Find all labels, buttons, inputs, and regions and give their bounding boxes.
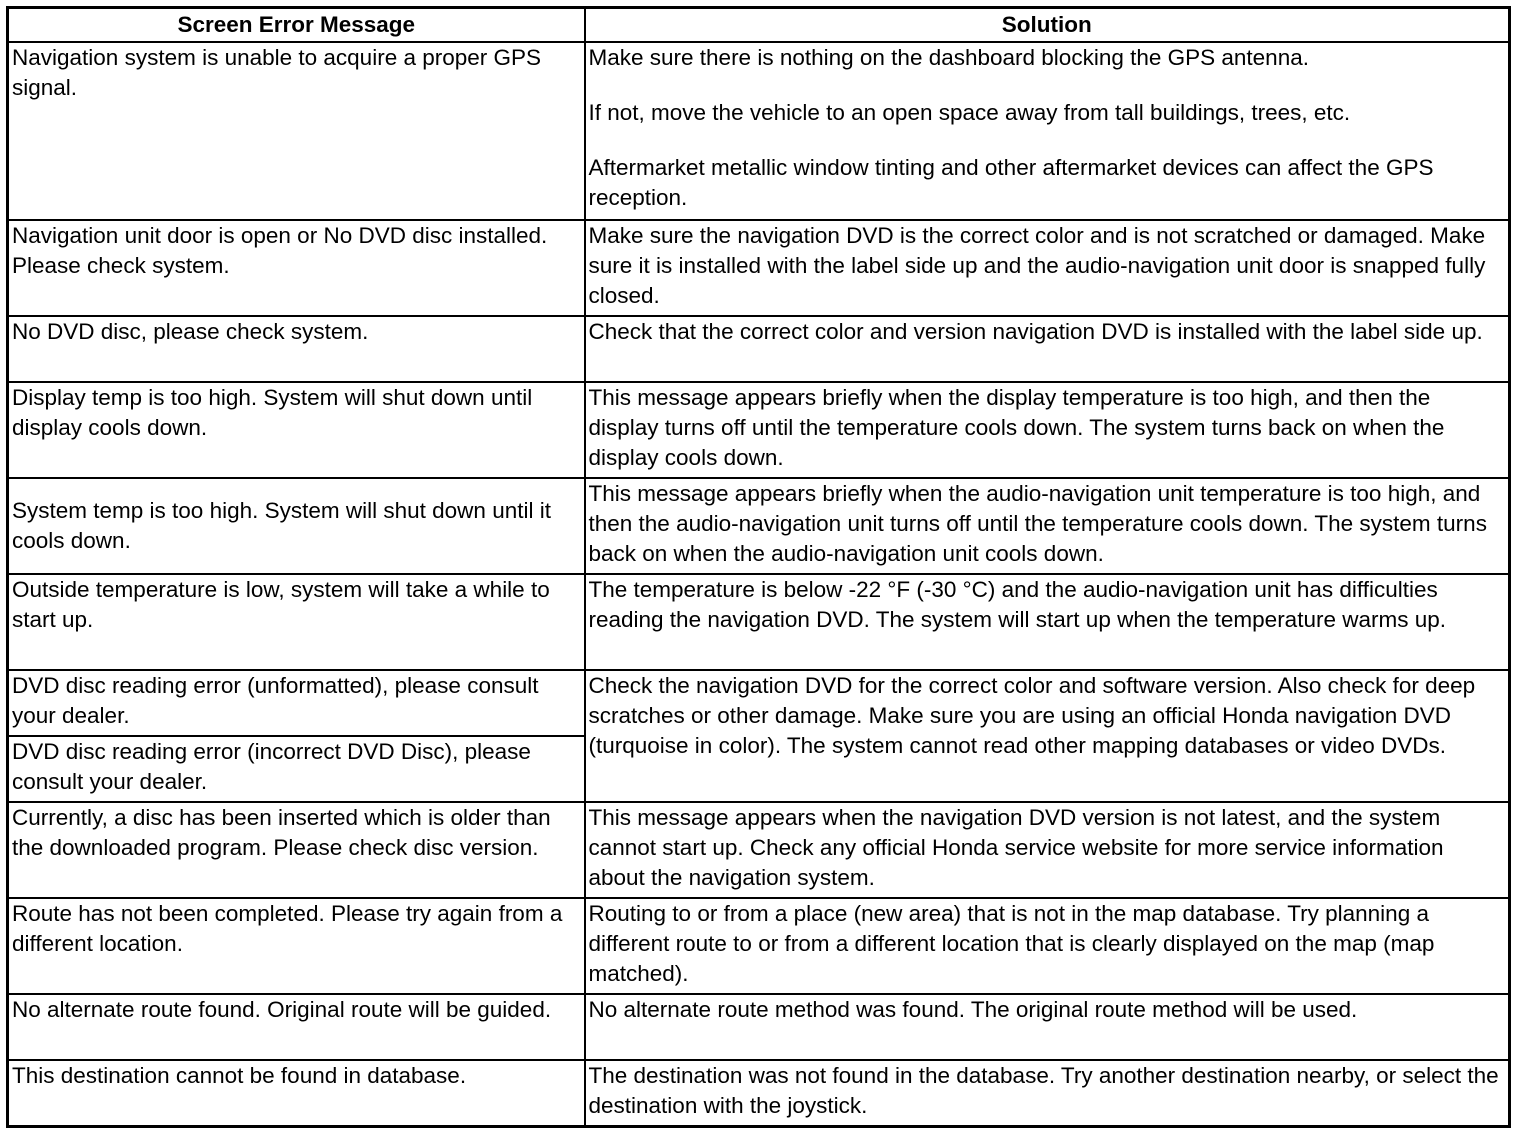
error-message-cell: This destination cannot be found in database. bbox=[8, 1060, 585, 1126]
solution-paragraph: No alternate route method was found. The original route method will be used. bbox=[588, 997, 1358, 1022]
table-row bbox=[8, 574, 1510, 670]
solution-paragraph: Make sure the navigation DVD is the correct color and is not scratched or damaged. Make sure it is installed with the label side up and the audio-navigation unit door is snapped fully closed. bbox=[588, 223, 1486, 308]
table-row bbox=[8, 670, 1510, 736]
error-message-cell: System temp is too high. System will shut down until it cools down. bbox=[8, 478, 585, 574]
table-row bbox=[8, 478, 1510, 574]
solution-cell bbox=[585, 994, 1510, 1060]
solution-paragraph: Check that the correct color and version navigation DVD is installed with the label side up. bbox=[588, 319, 1483, 344]
solution-paragraph: If not, move the vehicle to an open space away from tall buildings, trees, etc. bbox=[588, 100, 1351, 125]
table-row bbox=[8, 898, 1510, 994]
error-message-cell: DVD disc reading error (unformatted), please consult your dealer. bbox=[8, 670, 585, 736]
solution-paragraph: This message appears briefly when the audio-navigation unit temperature is too high, and then the audio-navigation unit turns off until the temperature cools down. The system turns back on when the audio-navigation unit cools down. bbox=[588, 481, 1487, 566]
error-message-cell: Currently, a disc has been inserted which is older than the downloaded program. Please check disc version. bbox=[8, 802, 585, 898]
solution-paragraph: Check the navigation DVD for the correct color and software version. Also check for deep scratches or other damage. Make sure you are using an official Honda navigation DVD (turquoise in color). The system cannot read other mapping databases or video DVDs. bbox=[588, 673, 1476, 758]
table-row bbox=[8, 316, 1510, 382]
solution-paragraph: The temperature is below -22 °F (-30 °C) and the audio-navigation unit has difficulties reading the navigation DVD. The system will start up when the temperature warms up. bbox=[588, 577, 1446, 632]
solution-cell bbox=[585, 316, 1510, 382]
solution-paragraph: The destination was not found in the database. Try another destination nearby, or select the destination with the joystick. bbox=[588, 1063, 1499, 1118]
solution-paragraph: Aftermarket metallic window tinting and other aftermarket devices can affect the GPS reception. bbox=[588, 155, 1434, 210]
solution-paragraph: This message appears briefly when the display temperature is too high, and then the display turns off until the temperature cools down. The system turns back on when the display cools down. bbox=[588, 385, 1445, 470]
solution-cell bbox=[585, 670, 1510, 802]
table-row bbox=[8, 220, 1510, 316]
solution-paragraph: Routing to or from a place (new area) that is not in the map database. Try planning a different route to or from a different location that is clearly displayed on the map (map matched). bbox=[588, 901, 1435, 986]
table-header-row bbox=[8, 8, 1510, 43]
error-message-cell: No alternate route found. Original route will be guided. bbox=[8, 994, 585, 1060]
solution-cell bbox=[585, 574, 1510, 670]
table-row bbox=[8, 1060, 1510, 1126]
solution-cell bbox=[585, 1060, 1510, 1126]
error-message-cell: No DVD disc, please check system. bbox=[8, 316, 585, 382]
solution-cell bbox=[585, 42, 1510, 220]
table-row bbox=[8, 382, 1510, 478]
header-screen-error-message: Screen Error Message bbox=[8, 8, 585, 43]
header-solution: Solution bbox=[585, 8, 1510, 43]
error-message-table bbox=[6, 6, 1511, 1128]
error-message-cell: Display temp is too high. System will shut down until display cools down. bbox=[8, 382, 585, 478]
error-message-cell: Navigation system is unable to acquire a proper GPS signal. bbox=[8, 42, 585, 220]
error-message-cell: Route has not been completed. Please try again from a different location. bbox=[8, 898, 585, 994]
error-message-cell: Navigation unit door is open or No DVD disc installed. Please check system. bbox=[8, 220, 585, 316]
solution-cell bbox=[585, 382, 1510, 478]
error-message-cell: DVD disc reading error (incorrect DVD Disc), please consult your dealer. bbox=[8, 736, 585, 802]
error-message-cell: Outside temperature is low, system will take a while to start up. bbox=[8, 574, 585, 670]
table-row bbox=[8, 994, 1510, 1060]
solution-paragraph: This message appears when the navigation DVD version is not latest, and the system cannot start up. Check any official Honda service website for more service information about the navigation system. bbox=[588, 805, 1444, 890]
solution-cell bbox=[585, 898, 1510, 994]
solution-cell bbox=[585, 478, 1510, 574]
table-row bbox=[8, 802, 1510, 898]
table-row bbox=[8, 42, 1510, 220]
solution-cell bbox=[585, 802, 1510, 898]
solution-cell bbox=[585, 220, 1510, 316]
solution-paragraph: Make sure there is nothing on the dashboard blocking the GPS antenna. bbox=[588, 45, 1309, 70]
